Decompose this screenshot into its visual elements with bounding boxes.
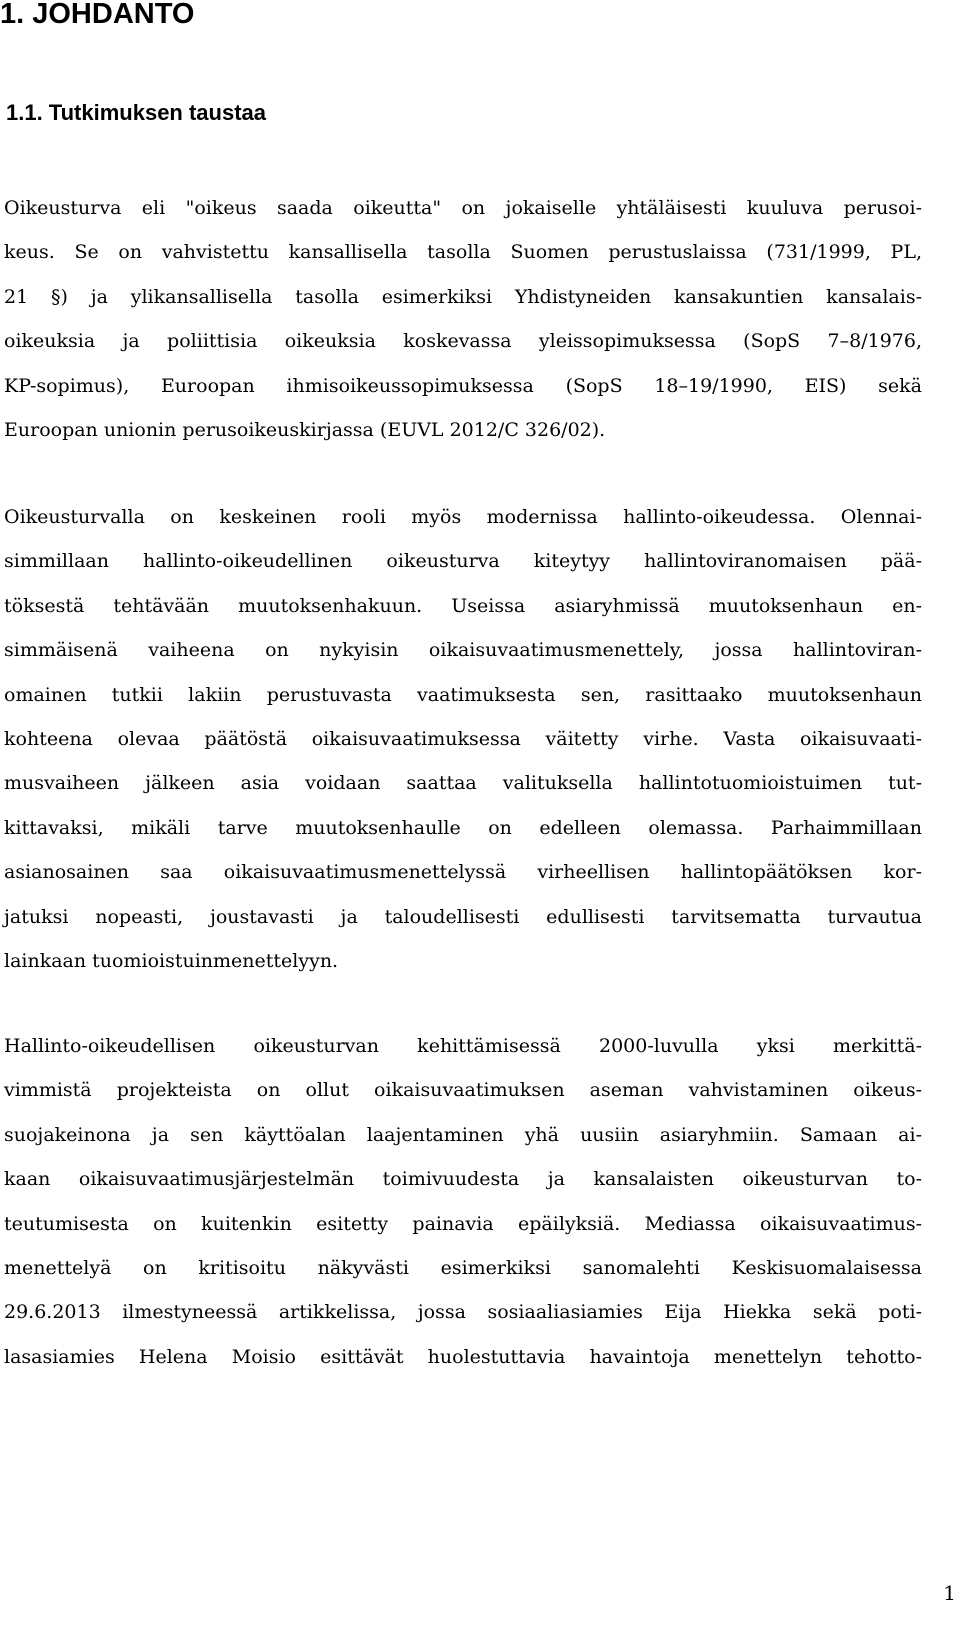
paragraph-1 (4, 186, 922, 452)
text-line: oikeuksia ja poliittisia oikeuksia koskevassa yleissopimuksessa (SopS 7–8/1976, (4, 330, 922, 353)
text-line: vimmistä projekteista on ollut oikaisuvaatimuksen aseman vahvistaminen oikeus- (4, 1079, 922, 1102)
text-line: Euroopan unionin perusoikeuskirjassa (EUVL 2012/C 326/02). (4, 418, 606, 441)
text-line: 29.6.2013 ilmestyneessä artikkelissa, jossa sosiaaliasiamies Eija Hiekka sekä poti- (4, 1301, 922, 1324)
text-line: kaan oikaisuvaatimusjärjestelmän toimivuudesta ja kansalaisten oikeusturvan to- (4, 1168, 922, 1191)
text-line: Hallinto-oikeudellisen oikeusturvan kehittämisessä 2000-luvulla yksi merkittä- (4, 1035, 922, 1057)
paragraph-2 (4, 495, 922, 983)
text-line: omainen tutkii lakiin perustuvasta vaatimuksesta sen, rasittaako muutoksenhaun (4, 683, 922, 706)
text-line: lasasiamies Helena Moisio esittävät huolestuttavia havaintoja menettelyn tehotto- (4, 1345, 922, 1368)
text-line: Oikeusturvalla on keskeinen rooli myös modernissa hallinto-oikeudessa. Olennai- (4, 506, 922, 528)
text-line: simmillaan hallinto-oikeudellinen oikeusturva kiteytyy hallintoviranomaisen pää- (4, 550, 922, 573)
text-line: menettelyä on kritisoitu näkyvästi esimerkiksi sanomalehti Keskisuomalaisessa (4, 1256, 922, 1279)
text-line: teutumisesta on kuitenkin esitetty painavia epäilyksiä. Mediassa oikaisuvaatimus- (4, 1212, 922, 1235)
text-line: kittavaksi, mikäli tarve muutoksenhaulle on edelleen olemassa. Parhaimmillaan (4, 816, 922, 839)
text-line: KP-sopimus), Euroopan ihmisoikeussopimuksessa (SopS 18–19/1990, EIS) sekä (4, 374, 922, 397)
text-line: jatuksi nopeasti, joustavasti ja taloudellisesti edullisesti tarvitsematta turvautua (4, 905, 922, 928)
text-line: simmäisenä vaiheena on nykyisin oikaisuvaatimusmenettely, jossa hallintoviran- (4, 639, 922, 662)
text-line: lainkaan tuomioistuinmenettelyyn. (4, 949, 339, 972)
page-number: 1 (943, 1581, 956, 1605)
text-line: Oikeusturva eli "oikeus saada oikeutta" on jokaiselle yhtäläisesti kuuluva perusoi- (4, 197, 922, 219)
text-line: kohteena olevaa päätöstä oikaisuvaatimuksessa väitetty virhe. Vasta oikaisuvaati- (4, 727, 922, 750)
section-heading: 1.1. Tutkimuksen taustaa (6, 100, 267, 125)
text-line: 21 §) ja ylikansallisella tasolla esimerkiksi Yhdistyneiden kansakuntien kansalais- (4, 285, 922, 308)
text-line: keus. Se on vahvistettu kansallisella tasolla Suomen perustuslaissa (731/1999, PL, (4, 241, 922, 264)
text-line: asianosainen saa oikaisuvaatimusmenettelyssä virheellisen hallintopäätöksen kor- (4, 861, 922, 884)
text-line: musvaiheen jälkeen asia voidaan saattaa valituksella hallintotuomioistuimen tut- (4, 772, 922, 795)
text-line: suojakeinona ja sen käyttöalan laajentaminen yhä uusiin asiaryhmiin. Samaan ai- (4, 1123, 922, 1146)
chapter-heading: 1. JOHDANTO (0, 0, 195, 30)
text-line: töksestä tehtävään muutoksenhakuun. Useissa asiaryhmissä muutoksenhaun en- (4, 594, 922, 617)
paragraph-3 (4, 1024, 922, 1379)
